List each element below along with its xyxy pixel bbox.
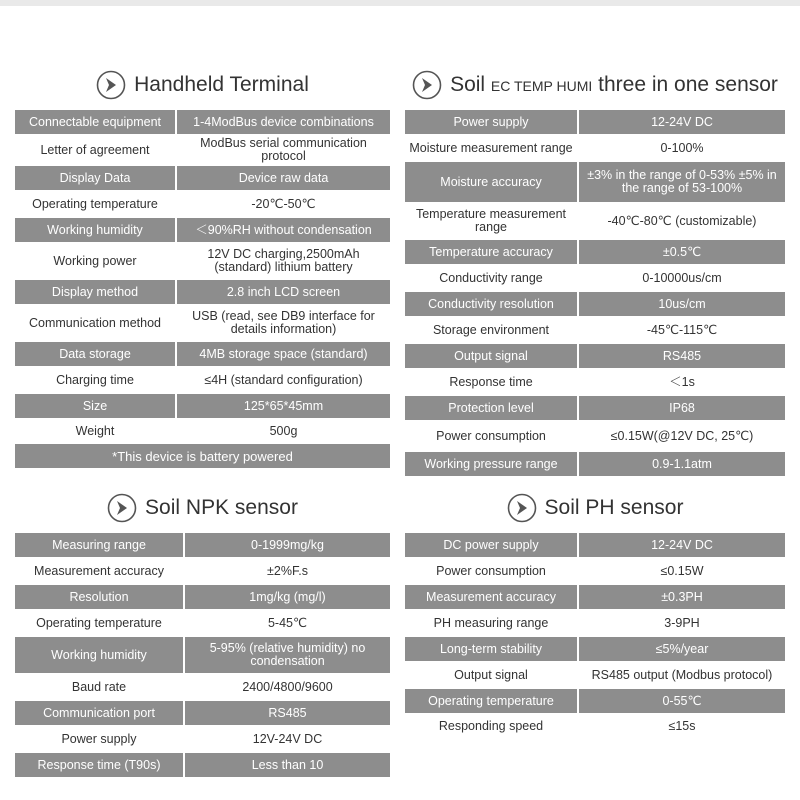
spec-label: Moisture measurement range	[405, 136, 577, 160]
spec-value: ≤0.15W	[579, 559, 785, 583]
top-bar	[0, 0, 800, 6]
spec-label: DC power supply	[405, 533, 577, 557]
ph-title-wrap	[405, 491, 785, 525]
spec-value: ＜90%RH without condensation	[177, 218, 390, 242]
chevron-right-circle-icon	[107, 493, 137, 523]
spec-row	[405, 715, 785, 737]
title-part-b: EC TEMP HUMI	[490, 78, 593, 94]
spec-value: 5-45℃	[185, 611, 390, 635]
spec-row	[405, 559, 785, 583]
npk-title-wrap	[15, 491, 390, 525]
spec-row	[15, 192, 390, 216]
spec-label: Connectable equipment	[15, 110, 175, 134]
spec-value: RS485 output (Modbus protocol)	[579, 663, 785, 687]
spec-value: RS485	[579, 344, 785, 368]
spec-value: ±2%F.s	[185, 559, 390, 583]
spec-label: Measurement accuracy	[15, 559, 183, 583]
handheld-title-wrap	[15, 68, 390, 102]
spec-value: ModBus serial communication protocol	[177, 136, 390, 164]
spec-value: 12-24V DC	[579, 533, 785, 557]
spec-value: Less than 10	[185, 753, 390, 777]
spec-label: Baud rate	[15, 675, 183, 699]
spec-label: Display Data	[15, 166, 175, 190]
spec-row	[15, 533, 390, 557]
ph-spec-table	[405, 533, 785, 737]
spec-row	[405, 637, 785, 661]
spec-row	[405, 110, 785, 134]
soil-ec-section	[405, 68, 785, 478]
spec-row	[405, 611, 785, 635]
spec-value: 0-10000us/cm	[579, 266, 785, 290]
chevron-right-circle-icon	[96, 70, 126, 100]
spec-row	[15, 342, 390, 366]
spec-label: Working power	[15, 244, 175, 278]
section-title: Soil PH sensor	[544, 496, 684, 519]
spec-label: Operating temperature	[405, 689, 577, 713]
spec-label: Power supply	[405, 110, 577, 134]
handheld-spec-table	[15, 110, 390, 442]
spec-row	[15, 637, 390, 673]
spec-value: 12-24V DC	[579, 110, 785, 134]
spec-row	[405, 533, 785, 557]
spec-value: 0-100%	[579, 136, 785, 160]
spec-value: 5-95% (relative humidity) no condensation	[185, 637, 390, 673]
spec-value: 12V DC charging,2500mAh (standard) lithium battery	[177, 244, 390, 278]
spec-row	[15, 585, 390, 609]
spec-label: Working pressure range	[405, 452, 577, 476]
spec-value: 2400/4800/9600	[185, 675, 390, 699]
spec-row	[405, 292, 785, 316]
spec-row	[15, 306, 390, 340]
spec-value: Device raw data	[177, 166, 390, 190]
chevron-right-circle-icon	[412, 70, 442, 100]
chevron-right-circle-icon	[507, 493, 537, 523]
spec-row	[15, 368, 390, 392]
spec-label: Communication port	[15, 701, 183, 725]
spec-value: USB (read, see DB9 interface for details information)	[177, 306, 390, 340]
spec-row	[15, 136, 390, 164]
spec-row	[15, 559, 390, 583]
spec-value: ±3% in the range of 0-53% ±5% in the range of 53-100%	[579, 162, 785, 202]
spec-row	[15, 675, 390, 699]
spec-label: Power consumption	[405, 422, 577, 450]
spec-label: Response time (T90s)	[15, 753, 183, 777]
soil-ec-spec-table	[405, 110, 785, 476]
title-part-c: three in one sensor	[592, 73, 778, 96]
spec-row	[405, 240, 785, 264]
spec-label: Charging time	[15, 368, 175, 392]
spec-label: Response time	[405, 370, 577, 394]
spec-row	[405, 689, 785, 713]
spec-row	[15, 611, 390, 635]
spec-row	[15, 110, 390, 134]
spec-value: 3-9PH	[579, 611, 785, 635]
spec-value: ≤4H (standard configuration)	[177, 368, 390, 392]
spec-label: Working humidity	[15, 218, 175, 242]
spec-label: Responding speed	[405, 715, 577, 737]
battery-note: *This device is battery powered	[15, 444, 390, 468]
spec-value: ±0.3PH	[579, 585, 785, 609]
spec-row	[405, 370, 785, 394]
spec-row	[15, 394, 390, 418]
spec-label: Size	[15, 394, 175, 418]
spec-row	[405, 585, 785, 609]
spec-row	[405, 396, 785, 420]
spec-label: Output signal	[405, 663, 577, 687]
soil-ec-title-wrap	[405, 68, 785, 102]
spec-value: 0-1999mg/kg	[185, 533, 390, 557]
spec-value: ＜1s	[579, 370, 785, 394]
spec-row	[15, 218, 390, 242]
spec-row	[405, 162, 785, 202]
spec-value: ≤15s	[579, 715, 785, 737]
spec-label: Data storage	[15, 342, 175, 366]
spec-row	[15, 166, 390, 190]
spec-row	[15, 280, 390, 304]
soil-npk-section	[15, 491, 390, 779]
section-title: Soil NPK sensor	[145, 496, 298, 519]
spec-label: Measurement accuracy	[405, 585, 577, 609]
spec-row	[15, 244, 390, 278]
spec-label: Communication method	[15, 306, 175, 340]
spec-value: RS485	[185, 701, 390, 725]
spec-label: Power supply	[15, 727, 183, 751]
spec-label: Weight	[15, 420, 175, 442]
spec-row	[405, 318, 785, 342]
spec-row	[15, 420, 390, 442]
spec-value: 500g	[177, 420, 390, 442]
spec-label: Operating temperature	[15, 611, 183, 635]
spec-value: 125*65*45mm	[177, 394, 390, 418]
spec-row	[405, 204, 785, 238]
section-title: Handheld Terminal	[134, 73, 309, 96]
spec-label: Letter of agreement	[15, 136, 175, 164]
handheld-terminal-section	[15, 68, 390, 468]
soil-ph-section	[405, 491, 785, 739]
spec-value: ≤0.15W(@12V DC, 25℃)	[579, 422, 785, 450]
spec-value: 0.9-1.1atm	[579, 452, 785, 476]
spec-label: Temperature accuracy	[405, 240, 577, 264]
spec-value: 2.8 inch LCD screen	[177, 280, 390, 304]
spec-label: Output signal	[405, 344, 577, 368]
spec-label: Measuring range	[15, 533, 183, 557]
spec-label: Long-term stability	[405, 637, 577, 661]
spec-row	[405, 422, 785, 450]
spec-row	[15, 701, 390, 725]
spec-label: Working humidity	[15, 637, 183, 673]
spec-row	[405, 136, 785, 160]
spec-value: ±0.5℃	[579, 240, 785, 264]
spec-label: Operating temperature	[15, 192, 175, 216]
spec-label: Display method	[15, 280, 175, 304]
spec-label: Conductivity range	[405, 266, 577, 290]
spec-label: Power consumption	[405, 559, 577, 583]
title-part-a: Soil	[450, 73, 491, 96]
spec-row	[15, 753, 390, 777]
npk-spec-table	[15, 533, 390, 777]
spec-value: -40℃-80℃ (customizable)	[579, 204, 785, 238]
spec-value: 4MB storage space (standard)	[177, 342, 390, 366]
spec-label: Storage environment	[405, 318, 577, 342]
spec-row	[15, 727, 390, 751]
spec-value: -45℃-115℃	[579, 318, 785, 342]
spec-value: 1-4ModBus device combinations	[177, 110, 390, 134]
spec-label: PH measuring range	[405, 611, 577, 635]
spec-label: Resolution	[15, 585, 183, 609]
spec-value: 0-55℃	[579, 689, 785, 713]
spec-label: Temperature measurement range	[405, 204, 577, 238]
spec-label: Moisture accuracy	[405, 162, 577, 202]
section-title	[450, 73, 778, 97]
spec-row	[405, 266, 785, 290]
spec-row	[405, 452, 785, 476]
spec-value: IP68	[579, 396, 785, 420]
spec-row	[405, 663, 785, 687]
spec-label: Protection level	[405, 396, 577, 420]
spec-value: 1mg/kg (mg/l)	[185, 585, 390, 609]
spec-row	[405, 344, 785, 368]
spec-value: -20℃-50℃	[177, 192, 390, 216]
spec-value: 10us/cm	[579, 292, 785, 316]
spec-value: 12V-24V DC	[185, 727, 390, 751]
spec-label: Conductivity resolution	[405, 292, 577, 316]
spec-value: ≤5%/year	[579, 637, 785, 661]
